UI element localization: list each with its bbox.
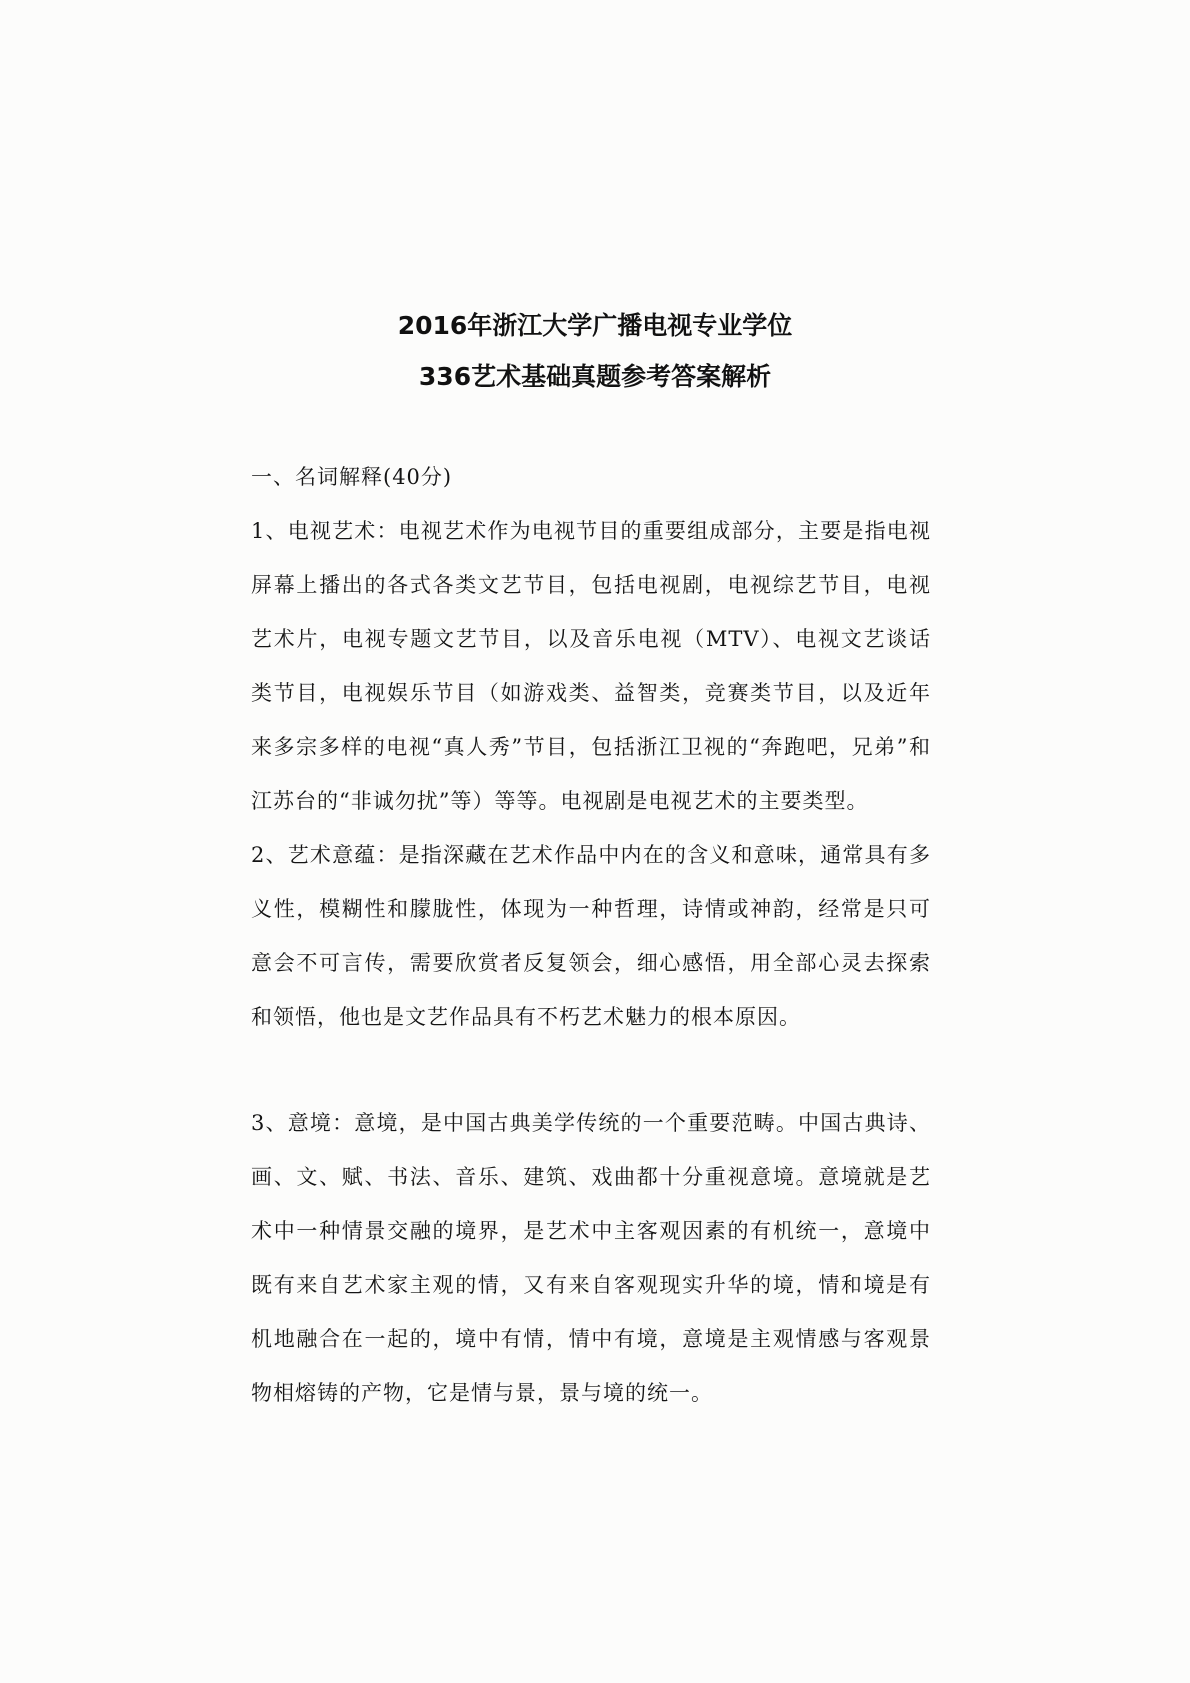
section-heading: 一、名词解释(40分) [251, 465, 453, 489]
entry-artistic-conception: 3、意境：意境，是中国古典美学传统的一个重要范畴。中国古典诗、画、文、赋、书法、音乐、建筑、戏曲都十分重视意境。意境就是艺术中一种情景交融的境界，是艺术中主客观因素的有机统一，意境中既有来自艺术家主观的情，又有来自客观现实升华的境，情和境是有机地融合在一起的，境中有情，情中有境，意境是主观情感与客观景物相熔铸的产物，它是情与景，景与境的统一。 [251, 1111, 931, 1405]
document-title-line-2: 336艺术基础真题参考答案解析 [418, 362, 772, 391]
entry-art-connotation: 2、艺术意蕴：是指深藏在艺术作品中内在的含义和意味，通常具有多义性，模糊性和朦胧性，体现为一种哲理，诗情或神韵，经常是只可意会不可言传，需要欣赏者反复领会，细心感悟，用全部心灵去探索和领悟，他也是文艺作品具有不朽艺术魅力的根本原因。 [251, 843, 931, 1029]
document-body [251, 450, 931, 1420]
document-title-line-1: 2016年浙江大学广播电视专业学位 [397, 311, 793, 340]
paragraph-spacer [251, 1044, 931, 1096]
entry-tv-art: 1、电视艺术：电视艺术作为电视节目的重要组成部分，主要是指电视屏幕上播出的各式各类文艺节目，包括电视剧，电视综艺节目，电视艺术片，电视专题文艺节目，以及音乐电视（MTV）、电视文艺谈话类节目，电视娱乐节目（如游戏类、益智类，竞赛类节目，以及近年来多宗多样的电视“真人秀”节目，包括浙江卫视的“奔跑吧，兄弟”和江苏台的“非诚勿扰”等）等等。电视剧是电视艺术的主要类型。 [251, 519, 931, 813]
